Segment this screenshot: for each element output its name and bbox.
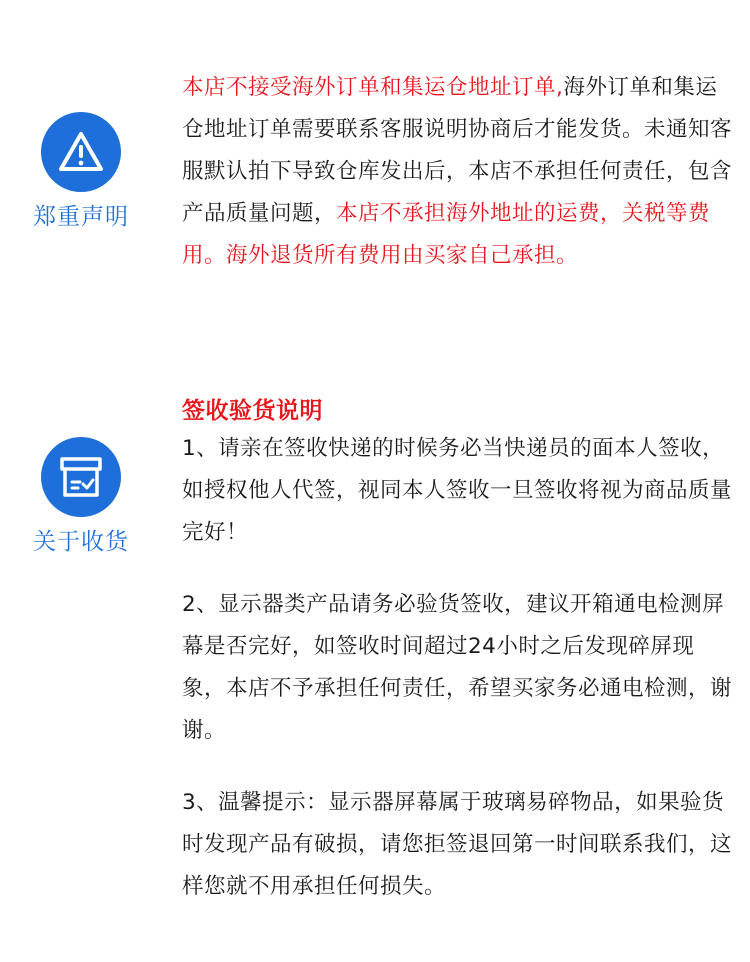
disclaimer-icon-block <box>21 112 141 231</box>
receipt-paragraph-1: 1、请亲在签收快递的时候务必当快递员的面本人签收，如授权他人代签，视同本人签收一旦签收将视为商品质量完好！ <box>182 436 733 545</box>
receipt-caption: 关于收货 <box>33 529 129 555</box>
receipt-paragraph-2: 2、显示器类产品请务必验货签收，建议开箱通电检测屏幕是否完好，如签收时间超过24小时之后发现碎屏现象，本店不予承担任何责任，希望买家务必通电检测，谢谢。 <box>182 592 733 743</box>
disclaimer-red-intro: 本店不接受海外订单和集运仓地址订单, <box>182 75 564 100</box>
receipt-text <box>182 394 738 908</box>
disclaimer-paragraph <box>182 67 738 277</box>
receipt-heading: 签收验货说明 <box>182 398 323 424</box>
disclaimer-body-text: 海外订单和集运仓地址订单需要联系客服说明协商后才能发货。未通知客服默认拍下导致仓库发出后，本店不承担任何责任，包含产品质量问题， <box>182 75 733 226</box>
receipt-paragraph-3: 3、温馨提示：显示器屏幕属于玻璃易碎物品，如果验货时发现产品有破损，请您拒签退回第一时间联系我们，这样您就不用承担任何损失。 <box>182 790 733 899</box>
disclaimer-caption: 郑重声明 <box>33 204 129 230</box>
receipt-icon-block <box>21 437 141 556</box>
disclaimer-red-end: 本店不承担海外地址的运费，关税等费用。海外退货所有费用由买家自己承担。 <box>182 201 711 268</box>
delivery-box-check-icon <box>41 437 121 517</box>
warning-triangle-icon <box>41 112 121 192</box>
disclaimer-text <box>182 67 738 277</box>
